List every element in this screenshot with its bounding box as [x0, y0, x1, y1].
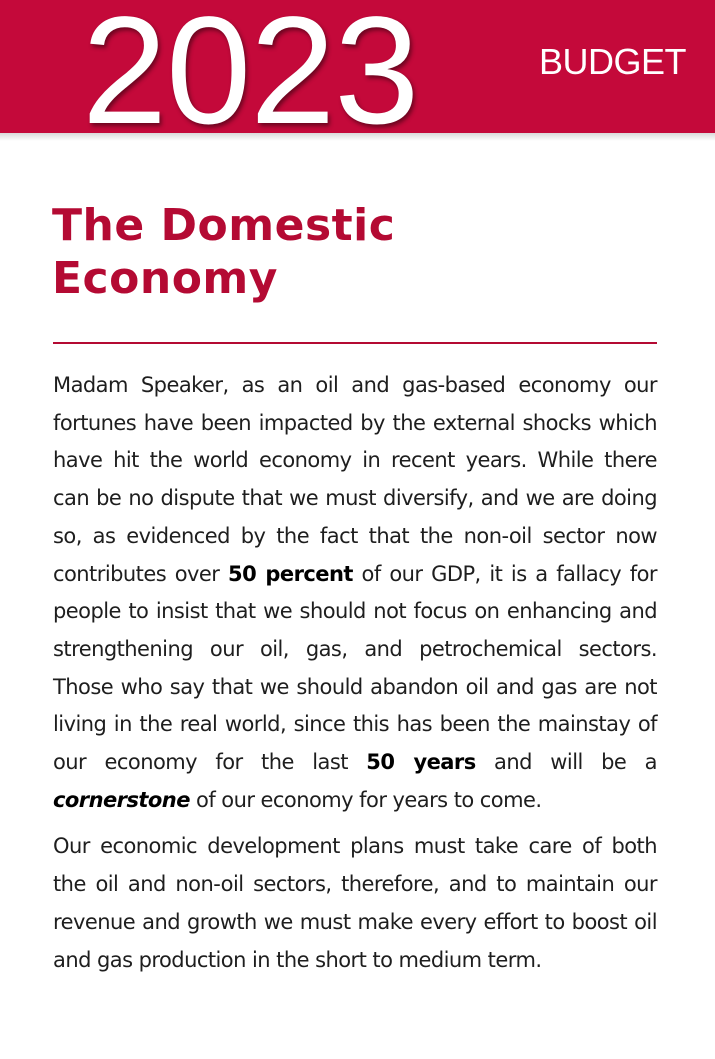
budget-label: BUDGET: [539, 41, 687, 82]
paragraph-1-part-4: of our economy for years to come.: [189, 787, 542, 812]
header-banner: [0, 0, 715, 133]
paragraph-1: [53, 367, 657, 819]
article-body: [53, 367, 657, 988]
budget-year: 2023: [82, 0, 419, 133]
paragraph-1-part-1: Madam Speaker, as an oil and gas-based economy our fortunes have been impacted by the external shocks which have hit the world economy in recent years. While there can be no dispute that we must diversify, and we are doing so, as evidenced by the fact that the non-oil sector now contributes over: [53, 373, 657, 586]
highlight-50-years: 50 years: [366, 750, 476, 775]
section-title: [52, 199, 395, 305]
paragraph-1-part-3: and will be a: [475, 750, 658, 775]
highlight-50-percent: 50 percent: [228, 561, 353, 586]
paragraph-1-part-2: of our GDP, it is a fallacy for people to insist that we should not focus on enhancing and strengthening our oil, gas, and petrochemical sectors. Those who say that we should abandon oil and gas are not living in the real world, since this has been the mainstay of our economy for the last: [53, 561, 657, 775]
highlight-cornerstone: cornerstone: [53, 787, 190, 812]
header-shadow: [0, 133, 715, 141]
title-divider: [53, 342, 657, 344]
section-title-line1: The Domestic: [52, 200, 396, 251]
paragraph-2: Our economic development plans must take care of both the oil and non-oil sectors, therefore, and to maintain our revenue and growth we must make every effort to boost oil and gas production in the short to medium term.: [53, 834, 657, 972]
section-title-line2: Economy: [52, 253, 278, 304]
